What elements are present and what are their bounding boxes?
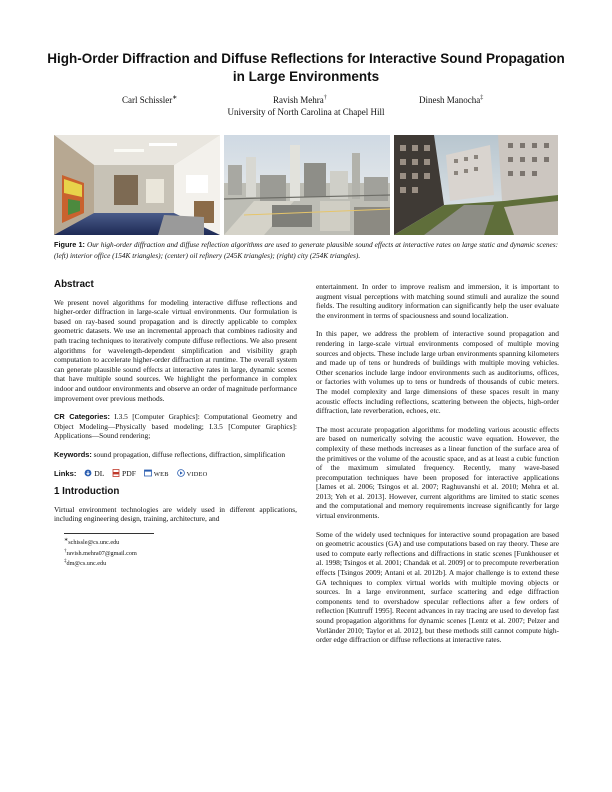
author-1 xyxy=(122,95,177,105)
cr-categories xyxy=(54,412,297,441)
link-pdf-label: PDF xyxy=(122,468,136,478)
figure-caption xyxy=(54,240,558,261)
link-web-label: WEB xyxy=(153,470,169,478)
figure-refinery-image xyxy=(224,135,390,235)
link-pdf[interactable] xyxy=(112,469,138,478)
footnote-1-mark: ∗ xyxy=(64,537,69,543)
keywords xyxy=(54,450,297,460)
footnote-1 xyxy=(64,537,297,548)
author-3 xyxy=(419,95,483,105)
figure-caption-text: Our high-order diffraction and diffuse reflection algorithms are used to generate plausible sound effects at interactive rates on large static and dynamic scenes: (left) interior office (154K triangles); (center) oil refinery (245K triangles); (right) city (254K triangles). xyxy=(54,240,559,260)
links-row xyxy=(54,469,297,480)
author-2-mark: † xyxy=(323,95,327,101)
figure-office-image xyxy=(54,135,220,235)
link-dl-label: DL xyxy=(94,468,105,478)
abstract-text: We present novel algorithms for modeling interactive diffuse reflections and higher-order diffraction in large-scale virtual environments. Our formulation is based on ray-based sound propagation and is directly applicable to complex geometric datasets. We use an incremental approach that combines radiosity and path tracing techniques to iteratively compute diffuse reflections. We also present algorithms for wavelength-dependent simplification and visibility graph computation to accelerate higher-order diffraction at runtime. The overall system can generate plausible sound effects at interactive rates in large, dynamic scenes that have multiple sound sources. We highlight the performance in complex indoor and outdoor environments and observe an order of magnitude performance improvement over previous methods. xyxy=(54,297,297,403)
author-2-name: Ravish Mehra xyxy=(273,95,324,105)
right-column xyxy=(316,282,559,654)
footnote-1-text: schissle@cs.unc.edu xyxy=(68,538,120,546)
affiliation: University of North Carolina at Chapel Hill xyxy=(227,107,385,117)
keywords-label: Keywords: xyxy=(54,449,92,459)
author-2 xyxy=(273,95,327,105)
left-column xyxy=(54,280,297,569)
abstract-heading: Abstract xyxy=(54,279,94,290)
link-web[interactable] xyxy=(144,469,171,478)
pdf-icon xyxy=(112,469,120,477)
footnote-rule xyxy=(64,533,154,534)
footnote-2-text: ravish.mehra07@gmail.com xyxy=(66,549,137,557)
paper-title: High-Order Diffraction and Diffuse Reflections for Interactive Sound Propagation in Large Environments xyxy=(47,51,565,84)
figure-label: Figure 1: xyxy=(54,240,85,249)
cr-categories-text: I.3.5 [Computer Graphics]: Computational Geometry and Object Modeling—Physically based modeling; I.3.5 [Computer Graphics]: Applications—Sound rendering; xyxy=(54,412,297,441)
author-1-mark: ∗ xyxy=(172,95,178,101)
intro-paragraph-1: entertainment. In order to improve realism and immersion, it is important to augment visual perceptions with matching sound stimuli and auralize the sound fields. The resulting auditory information can significantly help the user evaluate the environment in terms of spaciousness and sound localization. xyxy=(316,282,559,320)
link-video[interactable] xyxy=(177,469,208,478)
dl-icon xyxy=(84,469,92,477)
intro-paragraph-4: Some of the widely used techniques for interactive sound propagation are based on geometric acoustics (GA) and use computations based on ray theory. These are used to compute early reflections and diffractions in static scenes [Funkhouser et al. 1998; Tsingos et al. 2001; Chandak et al. 2009] or to precompute reverberation effects [Tsingos 2009; Antani et al. 2012b]. A major challenge is to extend these GA techniques to complex virtual worlds with multiple moving objects or sources. In a large environment, surface scattering and edge diffraction components tend to overshadow specular reflections after a few orders of reflection [Kuttruff 1995]. Recent advances in ray tracing are used to develop fast sound propagation algorithms for dynamic scenes [Lentz et al. 2007; Pelzer and Vorländer 2010; Taylor et al. 2012], but these methods still cannot compute high-order edge diffraction or diffuse reflections at interactive rates. xyxy=(316,529,559,645)
footnote-2-mark: † xyxy=(64,548,67,554)
author-3-mark: ‡ xyxy=(480,95,484,101)
links-label: Links: xyxy=(54,468,77,478)
footnote-3-mark: ‡ xyxy=(64,559,67,565)
keywords-text: sound propagation, diffuse reflections, diffraction, simplification xyxy=(93,449,286,459)
author-1-name: Carl Schissler xyxy=(122,95,173,105)
figure-city-image xyxy=(394,135,558,235)
footnote-2 xyxy=(64,548,297,559)
cr-categories-label: CR Categories: xyxy=(54,412,110,422)
intro-heading: 1 Introduction xyxy=(54,486,120,498)
intro-paragraph-3: The most accurate propagation algorithms for modeling various acoustic effects are based on numerically solving the acoustic wave equation. However, the complexity of these methods increases as a linear function of the surface area of the primitives or the volume of the acoustic space, and as at least a cubic function of the maximum simulated frequency. Recently, many wave-based precomputation techniques have been proposed for interactive applications [James et al. 2006; Tsingos et al. 2007; Raghuvanshi et al. 2010; Mehra et al. 2013; Yeh et al. 2013]. However, current algorithms are limited to static scenes and the computational and memory requirements increase significantly for large virtual environments. xyxy=(316,424,559,521)
intro-paragraph-2: In this paper, we address the problem of interactive sound propagation and rendering in large-scale virtual environments composed of multiple moving sources and objects. These include large urban environments spanning kilometers and made up of tens or hundreds of buildings with multiple moving vehicles. Other scenarios include large indoor environments such as auditoriums, offices, or factories with volumes up to tens or hundreds of thousands of cubic meters. The model complexity and large dimensions of these spaces result in many acoustic effects including reflections, scattering between the objects, high-order diffraction, late reverberation, echoes, etc. xyxy=(316,329,559,416)
footnote-3 xyxy=(64,558,297,569)
link-video-label: VIDEO xyxy=(186,470,208,478)
video-icon xyxy=(177,469,185,477)
author-3-name: Dinesh Manocha xyxy=(419,95,481,105)
web-icon xyxy=(144,469,152,477)
link-dl[interactable] xyxy=(84,469,106,478)
intro-text-left: Virtual environment technologies are widely used in different applications, including engineering design, training, architecture, and xyxy=(54,504,297,524)
footnote-3-text: dm@cs.unc.edu xyxy=(66,560,107,568)
